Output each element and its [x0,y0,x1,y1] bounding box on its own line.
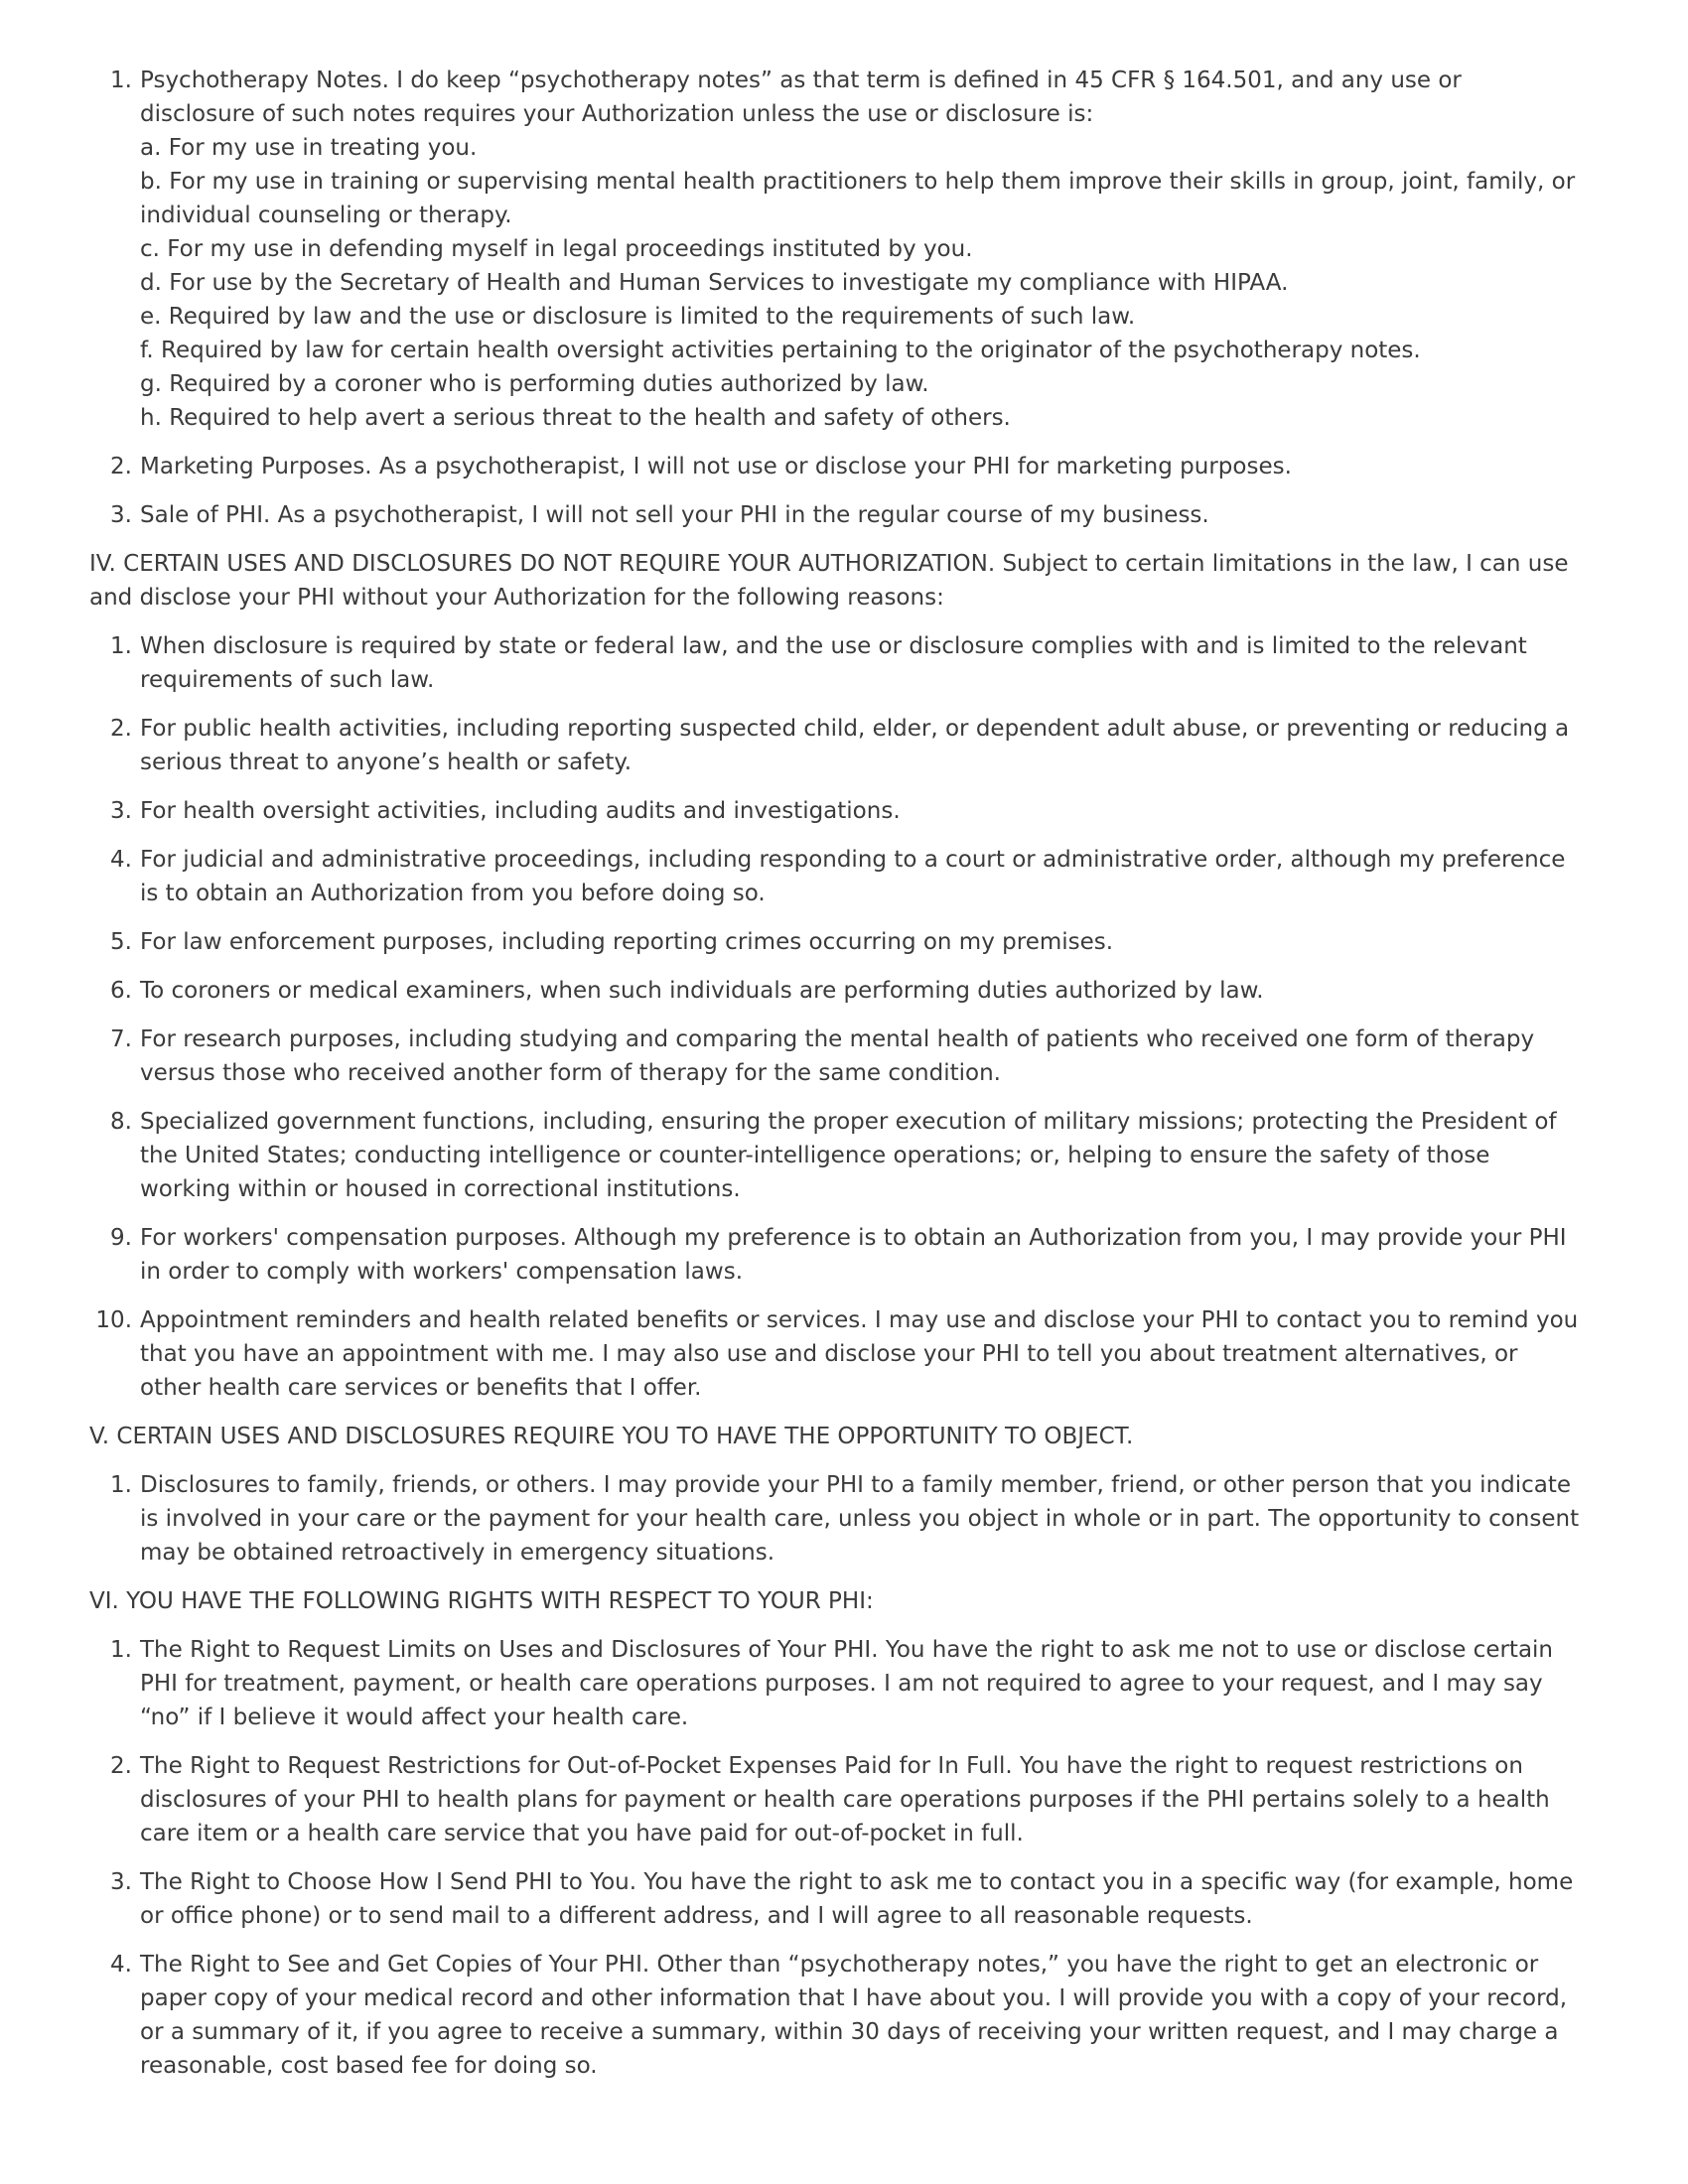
list-item-text: The Right to Request Limits on Uses and Disclosures of Your PHI. You have the right to ask me not to use or disclose certain PHI for treatment, payment, or health care operations purposes. I am not required to agree to your request, and I may say “no” if I believe it would affect your health care. [140,1637,1554,1730]
list-item-text: For workers' compensation purposes. Although my preference is to obtain an Authorization from you, I may provide your PHI in order to comply with workers' compensation laws. [140,1225,1567,1285]
list-item [89,1948,1583,2083]
list-item-number: 2. [110,454,132,479]
section-iv-heading: IV. CERTAIN USES AND DISCLOSURES DO NOT REQUIRE YOUR AUTHORIZATION. Subject to certain limitations in the law, I can use and disclose your PHI without your Authorization for the following reasons: [89,551,1569,611]
section-v-list [89,1468,1583,1570]
list-item-number: 1. [110,1637,132,1663]
section-vi-list [89,1633,1583,2083]
list-item-number: 2. [110,1753,132,1779]
list-item-number: 3. [110,1869,132,1895]
list-item-number: 1. [110,1472,132,1498]
list-item-number: 6. [110,978,132,1004]
list-item-text: To coroners or medical examiners, when such individuals are performing duties authorized by law. [140,978,1264,1004]
list-item-text: The Right to Choose How I Send PHI to You. You have the right to ask me to contact you in a specific way (for example, home or office phone) or to send mail to a different address, and I will agree to all reasonable requests. [140,1869,1574,1929]
list-item-text: Psychotherapy Notes. I do keep “psychotherapy notes” as that term is defined in 45 CFR § 164.501, and any use or disclosure of such notes requires your Authorization unless the use or disclosure is: [140,68,1462,127]
section-iv-list [89,629,1583,1405]
list-item-number: 10. [95,1307,132,1333]
list-item-number: 7. [110,1026,132,1052]
list-item-number: 8. [110,1109,132,1135]
list-item-text: When disclosure is required by state or federal law, and the use or disclosure complies with and is limited to the relevant requirements of such law. [140,633,1527,693]
list-item-number: 9. [110,1225,132,1251]
list-item-number: 1. [110,633,132,659]
list-item [89,974,1583,1008]
list-item-text: For judicial and administrative proceedings, including responding to a court or administrative order, although my preference is to obtain an Authorization from you before doing so. [140,847,1566,906]
list-item-text: For law enforcement purposes, including reporting crimes occurring on my premises. [140,929,1114,955]
list-item-text: Marketing Purposes. As a psychotherapist, I will not use or disclose your PHI for marketing purposes. [140,454,1292,479]
list-item [89,1865,1583,1933]
authorization-exceptions-list [89,64,1583,532]
list-item-number: 5. [110,929,132,955]
list-item-number: 2. [110,716,132,742]
list-item-number: 3. [110,502,132,528]
sub-list-item: b. For my use in training or supervising mental health practitioners to help them improve their skills in group, joint, family, or individual counseling or therapy. [140,169,1576,228]
sub-list-item: c. For my use in defending myself in legal proceedings instituted by you. [140,236,973,262]
list-item-number: 4. [110,1952,132,1978]
list-item [89,498,1583,532]
list-item-number: 1. [110,68,132,93]
list-item-number: 4. [110,847,132,873]
list-item [89,1303,1583,1405]
list-item [89,64,1583,435]
list-item [89,925,1583,959]
list-item [89,1749,1583,1850]
section-vi-heading: VI. YOU HAVE THE FOLLOWING RIGHTS WITH RESPECT TO YOUR PHI: [89,1588,874,1614]
list-item [89,794,1583,828]
sub-list-item: a. For my use in treating you. [140,135,478,161]
section-v-heading: V. CERTAIN USES AND DISCLOSURES REQUIRE YOU TO HAVE THE OPPORTUNITY TO OBJECT. [89,1424,1134,1449]
list-item [89,1633,1583,1734]
list-item [89,450,1583,483]
list-item-text: Disclosures to family, friends, or others. I may provide your PHI to a family member, friend, or other person that you indicate is involved in your care or the payment for your health care, unless you object in whole or in part. The opportunity to consent may be obtained retroactively in emergency situations. [140,1472,1580,1566]
list-item-text: For research purposes, including studying and comparing the mental health of patients who received one form of therapy versus those who received another form of therapy for the same condition. [140,1026,1535,1086]
list-item [89,1023,1583,1090]
list-item-text: For health oversight activities, including audits and investigations. [140,798,901,824]
sub-list-item: d. For use by the Secretary of Health and Human Services to investigate my compliance with HIPAA. [140,270,1289,296]
sub-list-item: g. Required by a coroner who is performing duties authorized by law. [140,371,929,397]
list-item [89,712,1583,779]
list-item [89,629,1583,697]
list-item [89,1105,1583,1206]
list-item-text: Specialized government functions, including, ensuring the proper execution of military missions; protecting the President of the United States; conducting intelligence or counter-intelligence operations; or, helping to ensure the safety of those working within or housed in correctional institutions. [140,1109,1557,1202]
list-item-text: The Right to Request Restrictions for Out-of-Pocket Expenses Paid for In Full. You have the right to request restrictions on disclosures of your PHI to health plans for payment or health care operations purposes if the PHI pertains solely to a health care item or a health care service that you have paid for out-of-pocket in full. [140,1753,1550,1846]
list-item-text: The Right to See and Get Copies of Your PHI. Other than “psychotherapy notes,” you have the right to get an electronic or paper copy of your medical record and other information that I have about you. I will provide you with a copy of your record, or a summary of it, if you agree to receive a summary, within 30 days of receiving your written request, and I may charge a reasonable, cost based fee for doing so. [140,1952,1568,2079]
list-item-number: 3. [110,798,132,824]
list-item-body [140,64,1583,435]
sub-list-item: e. Required by law and the use or disclosure is limited to the requirements of such law. [140,304,1136,330]
list-item-text: Appointment reminders and health related benefits or services. I may use and disclose your PHI to contact you to remind you that you have an appointment with me. I may also use and disclose your PHI to tell you about treatment alternatives, or other health care services or benefits that I offer. [140,1307,1579,1401]
list-item-text: Sale of PHI. As a psychotherapist, I will not sell your PHI in the regular course of my business. [140,502,1209,528]
sub-list-item: h. Required to help avert a serious threat to the health and safety of others. [140,405,1011,431]
sub-list-item: f. Required by law for certain health oversight activities pertaining to the originator of the psychotherapy notes. [140,338,1421,363]
list-item [89,1468,1583,1570]
list-item [89,843,1583,910]
list-item [89,1221,1583,1289]
list-item-text: For public health activities, including reporting suspected child, elder, or dependent adult abuse, or preventing or reducing a serious threat to anyone’s health or safety. [140,716,1570,775]
